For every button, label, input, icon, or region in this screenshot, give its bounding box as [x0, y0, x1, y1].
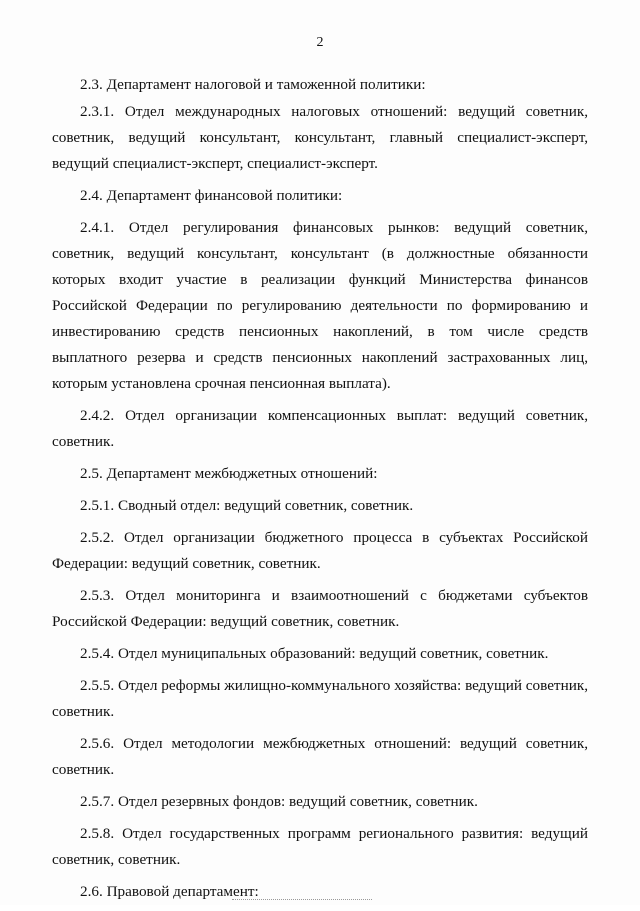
paragraph-2-5-2: 2.5.2. Отдел организации бюджетного процесса в субъектах Российской Федерации: ведущий советник, советник. [52, 529, 588, 572]
section-heading-2-5: 2.5. Департамент межбюджетных отношений: [80, 465, 378, 482]
paragraph-2-5-1: 2.5.1. Сводный отдел: ведущий советник, советник. [80, 497, 414, 514]
scan-edge-mark [232, 899, 372, 903]
section-heading-2-6: 2.6. Правовой департамент: [80, 883, 259, 900]
paragraph-2-3-1: 2.3.1. Отдел международных налоговых отношений: ведущий советник, советник, ведущий консультант, консультант, главный специалист-эксперт, ведущий специалист-эксперт, специалист-эксперт. [52, 103, 588, 172]
paragraph-2-5-8: 2.5.8. Отдел государственных программ регионального развития: ведущий советник, советник. [52, 825, 588, 868]
paragraph-2-5-5: 2.5.5. Отдел реформы жилищно-коммунального хозяйства: ведущий советник, советник. [52, 677, 588, 720]
paragraph-2-5-7: 2.5.7. Отдел резервных фондов: ведущий советник, советник. [80, 793, 478, 810]
paragraph-2-4-1: 2.4.1. Отдел регулирования финансовых рынков: ведущий советник, советник, ведущий консультант, консультант (в должностные обязанности которых входит участие в реализации функций Министерства финансов Российской Федерации по регулированию деятельности по формированию и инвестированию средств пенсионных накоплений, в том числе средств выплатного резерва и средств пенсионных накоплений застрахованных лиц, которым установлена срочная пенсионная выплата). [52, 219, 588, 392]
section-heading-2-4: 2.4. Департамент финансовой политики: [80, 187, 343, 204]
paragraph-2-4-2: 2.4.2. Отдел организации компенсационных выплат: ведущий советник, советник. [52, 407, 588, 450]
document-body [52, 72, 588, 911]
paragraph-2-5-4: 2.5.4. Отдел муниципальных образований: ведущий советник, советник. [80, 645, 549, 662]
section-heading-2-3: 2.3. Департамент налоговой и таможенной политики: [80, 76, 426, 93]
paragraph-2-5-6: 2.5.6. Отдел методологии межбюджетных отношений: ведущий советник, советник. [52, 735, 588, 778]
paragraph-2-5-3: 2.5.3. Отдел мониторинга и взаимоотношений с бюджетами субъектов Российской Федерации: ведущий советник, советник. [52, 587, 588, 630]
page-number: 2 [316, 35, 324, 50]
